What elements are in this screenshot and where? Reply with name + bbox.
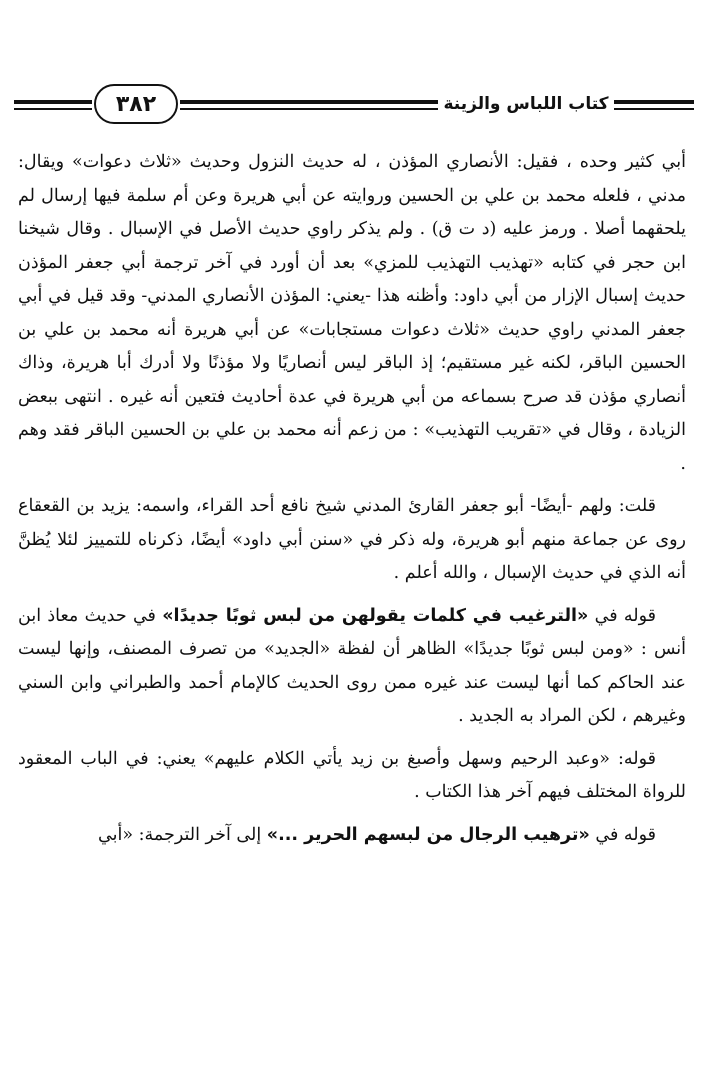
body-text [18,146,686,852]
paragraph-lead: قوله في [589,824,656,845]
header-rule [14,100,92,104]
paragraph: أبي كثير وحده ، فقيل: الأنصاري المؤذن ، له حديث النزول وحديث «ثلاث دعوات» ويقال: مدني ، فلعله محمد بن علي بن الحسين وروايته عن أبي هريرة وعن أم سلمة فيها إرسال لم يلحقهما أصلا . ورمز عليه (د ت ق) . ولم يذكر راوي حديث الأصل في الإسبال . وقال شيخنا ابن حجر في كتابه «تهذيب التهذيب للمزي» بعد أن أورد في آخر ترجمة أبي جعفر المؤذن حديث إسبال الإزار من أبي داود: وأظنه هذا -يعني: المؤذن الأنصاري المدني- وقد قيل في أبي جعفر المدني راوي حديث «ثلاث دعوات مستجابات» عن أبي هريرة أنه محمد بن علي بن الحسين الباقر، لكنه غير مستقيم؛ إذ الباقر ليس أنصاريًا ولا مؤذنًا ولا أدرك أبا هريرة، وذاك أنصاري مؤذن قد صرح بسماعه من أبي هريرة في عدة أحاديث فتعين أنه غيره . انتهى ببعض الزيادة ، وقال في «تقريب التهذيب» : من زعم أنه محمد بن علي بن الحسين الباقر فقد وهم . [18,152,686,474]
paragraph: قلت: ولهم -أيضًا- أبو جعفر القارئ المدني شيخ نافع أحد القراء، واسمه: يزيد بن القعقاع روى عن جماعة منهم أبو هريرة، وله ذكر في «سنن أبي داود» أيضًا، ذكرناه للتمييز لئلا يُظنَّ أنه الذي في حديث الإسبال ، والله أعلم . [18,496,686,583]
page-header [14,84,694,130]
section-heading: «ترهيب الرجال من لبسهم الحرير ...» [266,824,590,845]
header-rule [180,100,438,104]
header-rule [180,108,438,110]
paragraph [18,600,686,734]
header-rule [14,108,92,110]
page-number: ٣٨٢ [94,84,178,124]
header-rule [614,108,694,110]
paragraph-rest: إلى آخر الترجمة: «أبي [98,824,267,845]
paragraph-lead: قوله في [588,605,656,626]
section-heading: «الترغيب في كلمات يقولهن من لبس ثوبًا جديدًا» [162,605,589,626]
paragraph [18,819,686,853]
paragraph: قوله: «وعبد الرحيم وسهل وأصبغ بن زيد يأتي الكلام عليهم» يعني: في الباب المعقود للرواة المختلف فيهم آخر هذا الكتاب . [18,748,686,802]
running-title: كتاب اللباس والزينة [443,94,609,114]
paragraph-rest: في حديث معاذ ابن أنس : «ومن لبس ثوبًا جديدًا» الظاهر أن لفظة «الجديد» من تصرف المصنف، وإنها ليست عند الحاكم كما أنها ليست عند غيره ممن روى الحديث كالإمام أحمد والطبراني وابن السني وغيرهم ، لكن المراد به الجديد . [18,605,686,726]
header-rule [614,100,694,104]
